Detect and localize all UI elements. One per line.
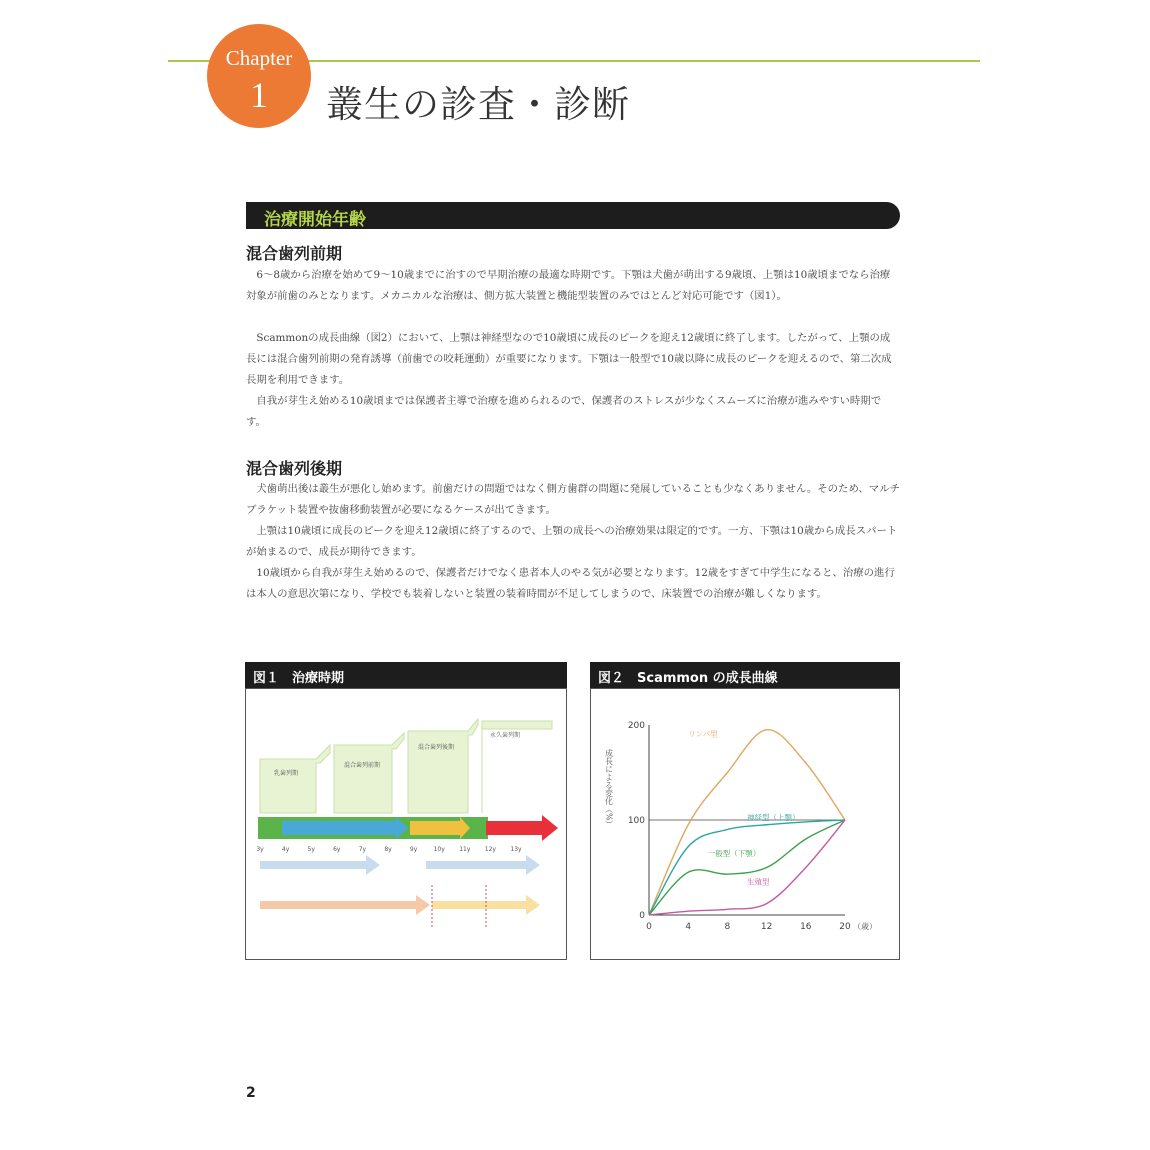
age-tick-label: 8y xyxy=(384,846,392,853)
age-tick-label: 3y xyxy=(256,846,264,853)
paragraph-early-2: Scammonの成長曲線（図2）において、上顎は神経型なので10歳頃に成長のピークを迎え12歳頃に終了します。したがって、上顎の成長には混合歯列前期の発育誘導（前歯での咬耗運動）が重要になります。下顎は一般型で10歳以降に成長のピークを迎えるので、第二次成長期を利用できます。 xyxy=(246,332,892,386)
y-tick-label: 200 xyxy=(627,721,645,731)
age-tick-label: 10y xyxy=(433,846,445,853)
series-line-2 xyxy=(649,820,845,915)
stage-label-2: 混合歯列前期 xyxy=(344,762,381,769)
x-tick-label: 12 xyxy=(760,922,773,932)
series-label-3: 生殖型 xyxy=(747,877,770,887)
x-tick-label: 16 xyxy=(800,922,812,932)
stage-box-2 xyxy=(334,733,404,813)
x-tick-label: 0 xyxy=(646,922,652,932)
timeline-arrow-red xyxy=(486,815,558,841)
series-label-1: 神経型（上顎） xyxy=(747,813,800,822)
age-tick-label: 12y xyxy=(484,846,496,853)
figure1-title-bar xyxy=(245,662,567,688)
series-line-0 xyxy=(649,730,845,915)
paragraph-late-2: 上顎は10歳頃に成長のピークを迎え12歳頃に終了するので、上顎の成長への治療効果は限定的です。一方、下顎は10歳から成長スパートが始まるので、成長が期待できます。 xyxy=(246,525,898,558)
figure1-box xyxy=(245,688,567,960)
heading-late: 混合歯列後期 xyxy=(246,459,343,478)
age-tick-label: 13y xyxy=(510,846,522,853)
x-tick-label: 20 xyxy=(839,922,851,932)
chapter-number: 1 xyxy=(250,75,268,115)
series-label-0: リンパ型 xyxy=(688,729,718,739)
lower-arrow-3 xyxy=(260,895,430,915)
figure2-title-bar xyxy=(590,662,900,688)
figure1-title: 図１ 治療時期 xyxy=(253,671,345,686)
y-tick-label: 100 xyxy=(627,816,645,826)
x-tick-label: 4 xyxy=(685,922,692,932)
stage-box-3 xyxy=(408,719,478,813)
scammon-chart xyxy=(591,689,899,959)
figure2-title: 図２ Scammon の成長曲線 xyxy=(598,671,778,686)
chapter-badge xyxy=(207,24,311,128)
x-tick-label: 8 xyxy=(724,922,731,932)
figure2-box xyxy=(590,688,900,960)
age-tick-label: 9y xyxy=(409,846,418,853)
age-tick-label: 11y xyxy=(459,846,471,853)
lower-arrow-1 xyxy=(260,855,380,875)
paragraph-early-1: 6～8歳から治療を始めて9～10歳までに治すので早期治療の最適な時期です。下顎は犬歯が萌出する9歳頃、上顎は10歳頃までなら治療対象が前歯のみとなります。メカニカルな治療は、側方拡大装置と機能型装置のみではとんど対応可能です（図1）。 xyxy=(246,269,891,302)
chapter-word: Chapter xyxy=(225,46,293,70)
series-label-2: 一般型（下顎） xyxy=(707,849,761,859)
section-title: 治療開始年齢 xyxy=(264,210,366,230)
y-axis-label: 成長による変化（%） xyxy=(604,749,614,829)
heading-early: 混合歯列前期 xyxy=(246,244,343,263)
figure1-diagram xyxy=(246,689,566,959)
age-ticks xyxy=(256,846,522,853)
age-tick-label: 7y xyxy=(358,846,367,853)
stage-label-3: 混合歯列後期 xyxy=(418,744,455,751)
section-bar xyxy=(246,202,900,229)
paragraph-late-3: 10歳頃から自我が芽生え始めるので、保護者だけでなく患者本人のやる気が必要となります。12歳をすぎて中学生になると、治療の進行は本人の意思次第になり、学校でも装着しないと装置の装着時間が不足してしまうので、床装置での治療が難しくなります。 xyxy=(246,567,895,600)
stage-box-1 xyxy=(260,745,330,813)
stage-label-4: 永久歯列期 xyxy=(490,732,521,739)
y-tick-label: 0 xyxy=(639,911,645,921)
x-axis-unit: （歳） xyxy=(853,922,877,931)
page-number: 2 xyxy=(246,1085,256,1101)
age-tick-label: 6y xyxy=(333,846,341,853)
paragraph-early-3: 自我が芽生え始める10歳頃までは保護者主導で治療を進められるので、保護者のストレスが少なくスムーズに治療が進みやすい時期です。 xyxy=(246,395,882,428)
chapter-title: 叢生の診査・診断 xyxy=(326,83,630,126)
stage-label-1: 乳歯列期 xyxy=(274,770,299,777)
age-tick-label: 5y xyxy=(307,846,315,853)
paragraph-late-1: 犬歯萌出後は叢生が悪化し始めます。前歯だけの問題ではなく側方歯群の問題に発展していることも少なくありません。そのため、マルチブラケット装置や抜歯移動装置が必要になるケースが出てきます。 xyxy=(246,483,900,516)
lower-arrow-2 xyxy=(426,855,540,875)
age-tick-label: 4y xyxy=(281,846,290,853)
